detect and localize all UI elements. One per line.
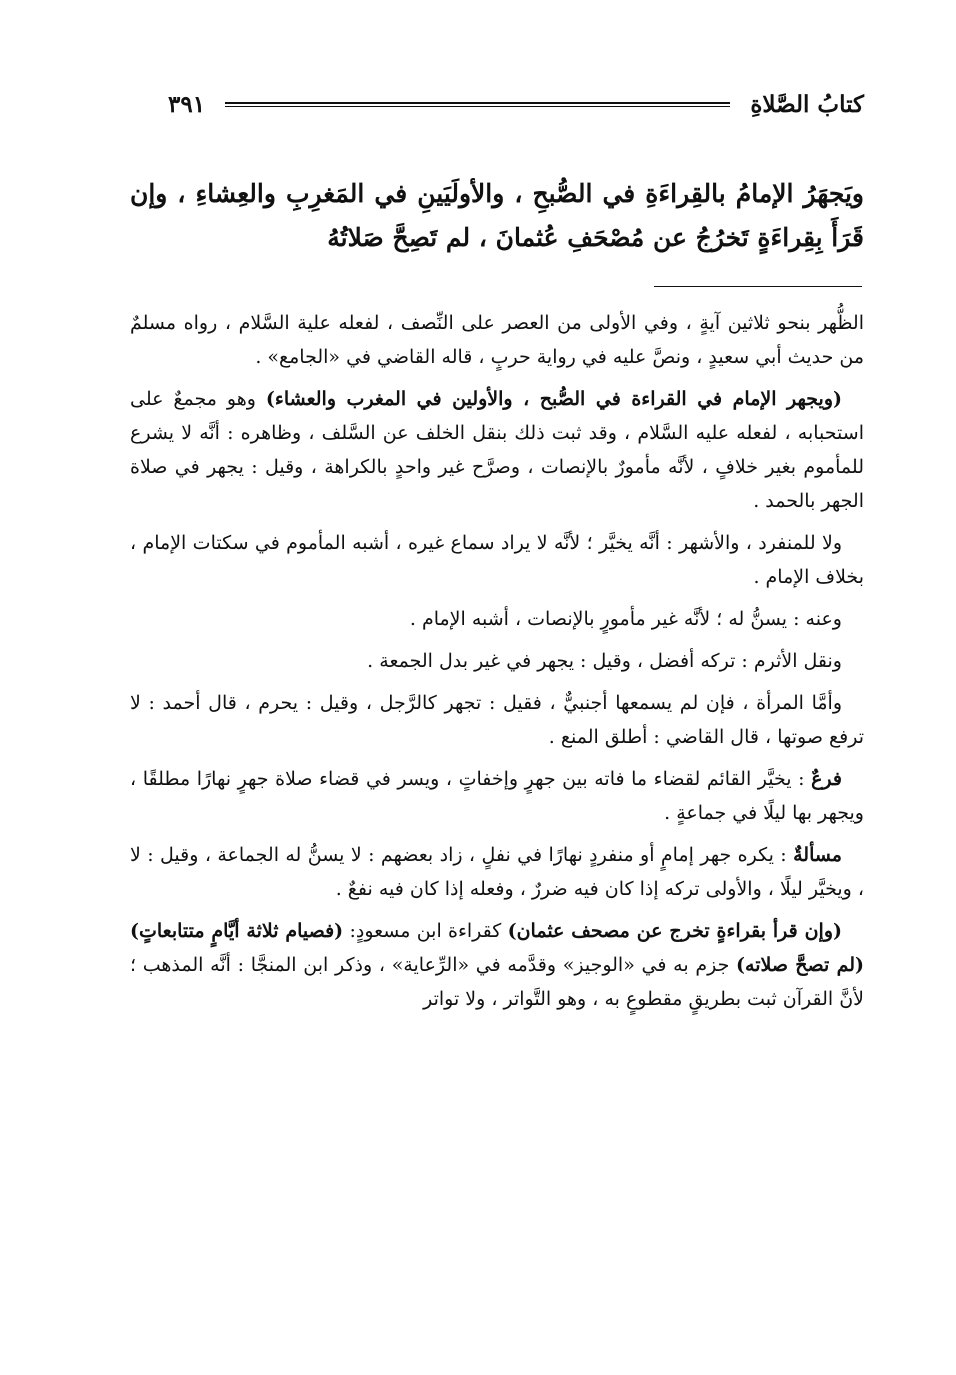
- paragraph-bold-text: (فصيام ثلاثة أيَّامٍ متتابعاتٍ) (لم تصحَّ صلاته): [130, 920, 864, 976]
- paragraph-text: : يكره جهر إمامٍ أو منفردٍ نهارًا في نفلٍ ، زاد بعضهم : لا يسنُّ له الجماعة ، وقيل : لا ، ويخيَّر ليلًا ، والأولى تركه إذا كان فيه ضررٌ ، وفعله إذا كان فيه نفعٌ .: [130, 844, 864, 900]
- header-rule: [225, 102, 730, 107]
- page-header: [168, 84, 864, 124]
- paragraph: [130, 762, 864, 830]
- paragraph: [130, 914, 864, 1016]
- paragraph-bold-text: مسألةٌ: [793, 844, 842, 866]
- chapter-title: كتابُ الصَّلاةِ: [750, 90, 864, 118]
- paragraph: [130, 306, 864, 374]
- paragraph-text: وأمَّا المرأة ، فإن لم يسمعها أجنبيٌّ ، فقيل : تجهر كالرَّجل ، وقيل : يحرم ، قال أحمد : لا ترفع صوتها ، قال القاضي : أطلق المنع .: [130, 692, 864, 748]
- paragraph-text: جزم به في «الوجيز» وقدَّمه في «الرِّعاية» ، وذكر ابن المنجَّا : أنَّه المذهب ؛ لأنَّ القرآن ثبت بطريقٍ مقطوعٍ به ، وهو التَّواتر ، ولا تواتر: [130, 954, 864, 1010]
- paragraph-text: ونقل الأثرم : تركه أفضل ، وقيل : يجهر في غير بدل الجمعة .: [367, 650, 842, 672]
- paragraph-text: : يخيَّر القائم لقضاء ما فاته بين جهرٍ وإخفاتٍ ، ويسر في قضاء صلاة جهرٍ نهارًا مطلقًا ، ويجهر بها ليلًا في جماعةٍ .: [130, 768, 864, 824]
- paragraph: [130, 382, 864, 518]
- commentary-body: [130, 306, 864, 1024]
- footnote-separator: [654, 286, 862, 287]
- paragraph: [130, 838, 864, 906]
- paragraph: [130, 526, 864, 594]
- paragraph: [130, 686, 864, 754]
- paragraph-text: وهو مجمعٌ على استحبابه ، لفعله عليه السَّلام ، وقد ثبت ذلك بنقل الخلف عن السَّلف ، وظاهره : أنَّه لا يشرع للمأموم بغير خلافٍ ، لأنَّه مأمورٌ بالإنصات ، وصرَّح غير واحدٍ بالكراهة ، وقيل : يجهر في صلاة الجهر بالحمد .: [130, 388, 864, 512]
- paragraph: [130, 602, 864, 636]
- matn-text: ويَجهَرُ الإمامُ بالقِراءَةِ في الصُّبحِ ، والأولَيَينِ في المَغرِبِ والعِشاءِ ، وإن قَرَأَ بِقِراءَةٍ تَخرُجُ عن مُصْحَفِ عُثمانَ ، لم تَصِحَّ صَلاتُهُ: [130, 179, 864, 252]
- paragraph-text: الظُّهر بنحو ثلاثين آيةٍ ، وفي الأولى من العصر على النِّصف ، لفعله علية السَّلام ، رواه مسلمٌ من حديث أبي سعيدٍ ، ونصَّ عليه في رواية حربٍ ، قاله القاضي في «الجامع» .: [130, 312, 864, 368]
- paragraph-text: ولا للمنفرد ، والأشهر : أنَّه يخيَّر ؛ لأنَّه لا يراد سماع غيره ، أشبه المأموم في سكتات الإمام ، بخلاف الإمام .: [130, 532, 864, 588]
- paragraph-text: كقراءة ابن مسعودٍ:: [343, 920, 508, 942]
- paragraph-bold-text: (ويجهر الإمام في القراءة في الصُّبح ، والأولين في المغرب والعشاء): [265, 388, 843, 410]
- paragraph-text: وعنه : يسنُّ له ؛ لأنَّه غير مأمورٍ بالإنصات ، أشبه الإمام .: [409, 608, 842, 630]
- paragraph-bold-text: فرعٌ: [811, 768, 842, 790]
- paragraph: [130, 644, 864, 678]
- page-number: ٣٩١: [168, 90, 206, 118]
- paragraph-bold-text: (وإن قرأ بقراءةٍ تخرج عن مصحف عثمان): [507, 920, 842, 942]
